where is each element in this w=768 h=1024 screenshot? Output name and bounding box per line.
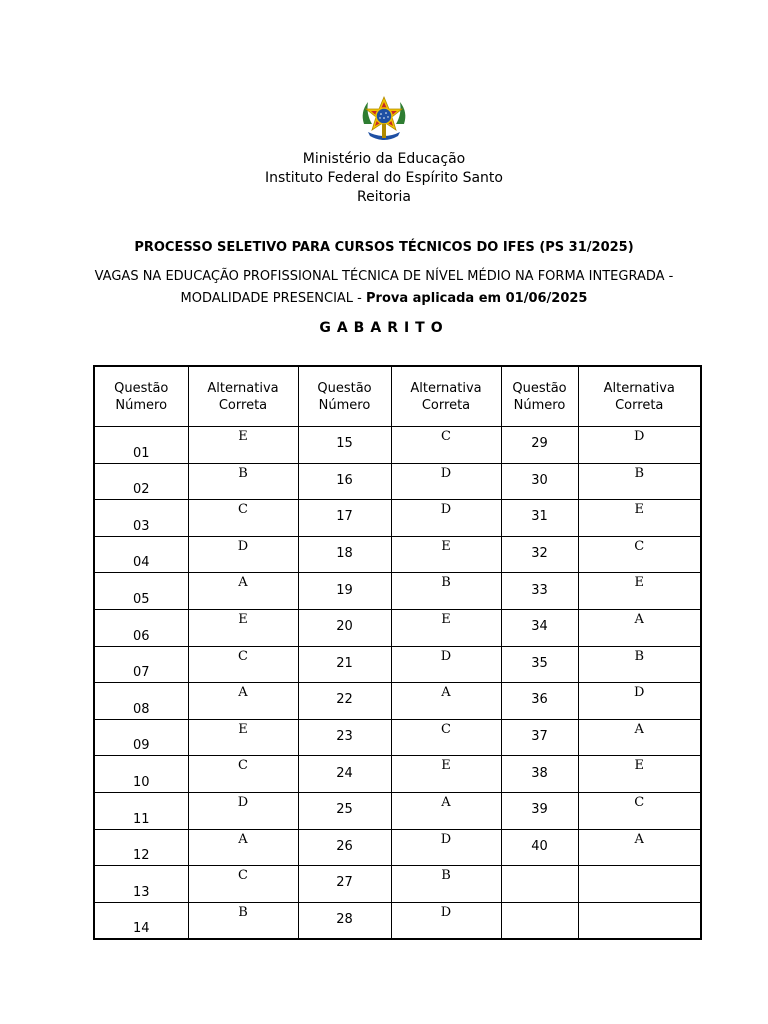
question-number-cell: 23 (298, 719, 391, 756)
question-number-cell: 22 (298, 683, 391, 720)
answer-cell: A (578, 609, 701, 646)
answer-cell: E (391, 609, 501, 646)
subtitle-line-2 (40, 288, 728, 310)
table-row (94, 756, 701, 793)
answer-cell: A (578, 829, 701, 866)
question-number-cell: 16 (298, 463, 391, 500)
institute-name: Instituto Federal do Espírito Santo (265, 170, 503, 186)
table-row (94, 866, 701, 903)
answer-cell: D (578, 683, 701, 720)
table-row (94, 646, 701, 683)
answer-cell: C (188, 500, 298, 537)
answer-cell: B (391, 573, 501, 610)
question-number-cell: 20 (298, 609, 391, 646)
question-number-cell (501, 902, 578, 939)
question-number-cell: 15 (298, 427, 391, 464)
answer-cell: B (578, 646, 701, 683)
answer-cell: D (391, 829, 501, 866)
question-number-cell: 40 (501, 829, 578, 866)
question-number-cell: 02 (94, 463, 188, 500)
table-row (94, 427, 701, 464)
question-number-cell: 12 (94, 829, 188, 866)
question-number-cell: 01 (94, 427, 188, 464)
answer-cell: C (188, 866, 298, 903)
answer-cell: A (391, 683, 501, 720)
subtitle-line-1: VAGAS NA EDUCAÇÃO PROFISSIONAL TÉCNICA DE NÍVEL MÉDIO NA FORMA INTEGRADA - (94, 269, 674, 284)
header-correct-alternative: Alternativa Correta (391, 366, 501, 427)
question-number-cell: 35 (501, 646, 578, 683)
question-number-cell: 33 (501, 573, 578, 610)
question-number-cell: 21 (298, 646, 391, 683)
ministry-name: Ministério da Educação (302, 151, 466, 167)
answer-cell: D (578, 427, 701, 464)
header-correct-alternative: Alternativa Correta (188, 366, 298, 427)
answer-cell: E (188, 719, 298, 756)
table-header-row (94, 366, 701, 427)
table-row (94, 719, 701, 756)
answer-cell: E (391, 536, 501, 573)
gabarito-heading: GABARITO (319, 320, 449, 336)
answer-cell: E (578, 500, 701, 537)
answer-cell: B (578, 463, 701, 500)
subtitle-modalidade: MODALIDADE PRESENCIAL - (180, 291, 367, 306)
question-number-cell: 05 (94, 573, 188, 610)
unit-name: Reitoria (357, 189, 411, 205)
answer-cell: D (391, 902, 501, 939)
question-number-cell: 13 (94, 866, 188, 903)
question-number-cell: 36 (501, 683, 578, 720)
answer-cell: C (188, 646, 298, 683)
question-number-cell: 11 (94, 792, 188, 829)
question-number-cell: 29 (501, 427, 578, 464)
question-number-cell: 06 (94, 609, 188, 646)
answer-cell: E (578, 756, 701, 793)
question-number-cell: 18 (298, 536, 391, 573)
answer-cell: B (188, 902, 298, 939)
table-row (94, 609, 701, 646)
table-row (94, 573, 701, 610)
answer-cell: E (188, 609, 298, 646)
answer-cell: C (578, 792, 701, 829)
question-number-cell: 07 (94, 646, 188, 683)
question-number-cell: 39 (501, 792, 578, 829)
answer-cell: D (391, 646, 501, 683)
question-number-cell: 14 (94, 902, 188, 939)
answer-cell: A (188, 683, 298, 720)
question-number-cell: 10 (94, 756, 188, 793)
answer-cell: A (578, 719, 701, 756)
question-number-cell: 03 (94, 500, 188, 537)
answer-cell: D (188, 536, 298, 573)
table-row (94, 463, 701, 500)
question-number-cell (501, 866, 578, 903)
question-number-cell: 17 (298, 500, 391, 537)
answer-cell: D (188, 792, 298, 829)
question-number-cell: 34 (501, 609, 578, 646)
question-number-cell: 09 (94, 719, 188, 756)
question-number-cell: 27 (298, 866, 391, 903)
answer-key-body (94, 427, 701, 940)
answer-key-table (93, 365, 702, 940)
question-number-cell: 04 (94, 536, 188, 573)
table-row (94, 792, 701, 829)
answer-cell: B (391, 866, 501, 903)
answer-cell: E (578, 573, 701, 610)
table-row (94, 829, 701, 866)
question-number-cell: 19 (298, 573, 391, 610)
answer-cell: C (578, 536, 701, 573)
answer-cell (578, 866, 701, 903)
question-number-cell: 28 (298, 902, 391, 939)
table-row (94, 536, 701, 573)
answer-cell: E (188, 427, 298, 464)
answer-cell: C (188, 756, 298, 793)
question-number-cell: 37 (501, 719, 578, 756)
answer-cell: A (188, 573, 298, 610)
brasao-emblem-icon (356, 94, 412, 150)
question-number-cell: 38 (501, 756, 578, 793)
table-row (94, 902, 701, 939)
answer-cell: A (391, 792, 501, 829)
table-row (94, 683, 701, 720)
answer-cell: C (391, 427, 501, 464)
question-number-cell: 08 (94, 683, 188, 720)
answer-cell: D (391, 500, 501, 537)
answer-cell: E (391, 756, 501, 793)
answer-cell (578, 902, 701, 939)
answer-cell: B (188, 463, 298, 500)
question-number-cell: 31 (501, 500, 578, 537)
question-number-cell: 26 (298, 829, 391, 866)
header-question-number: Questão Número (298, 366, 391, 427)
header-question-number: Questão Número (501, 366, 578, 427)
header-question-number: Questão Número (94, 366, 188, 427)
answer-cell: D (391, 463, 501, 500)
answer-cell: A (188, 829, 298, 866)
subtitle-exam-date: Prova aplicada em 01/06/2025 (366, 291, 588, 306)
process-title: PROCESSO SELETIVO PARA CURSOS TÉCNICOS DO IFES (PS 31/2025) (134, 240, 634, 255)
question-number-cell: 30 (501, 463, 578, 500)
question-number-cell: 32 (501, 536, 578, 573)
question-number-cell: 24 (298, 756, 391, 793)
table-row (94, 500, 701, 537)
answer-cell: C (391, 719, 501, 756)
header-correct-alternative: Alternativa Correta (578, 366, 701, 427)
question-number-cell: 25 (298, 792, 391, 829)
